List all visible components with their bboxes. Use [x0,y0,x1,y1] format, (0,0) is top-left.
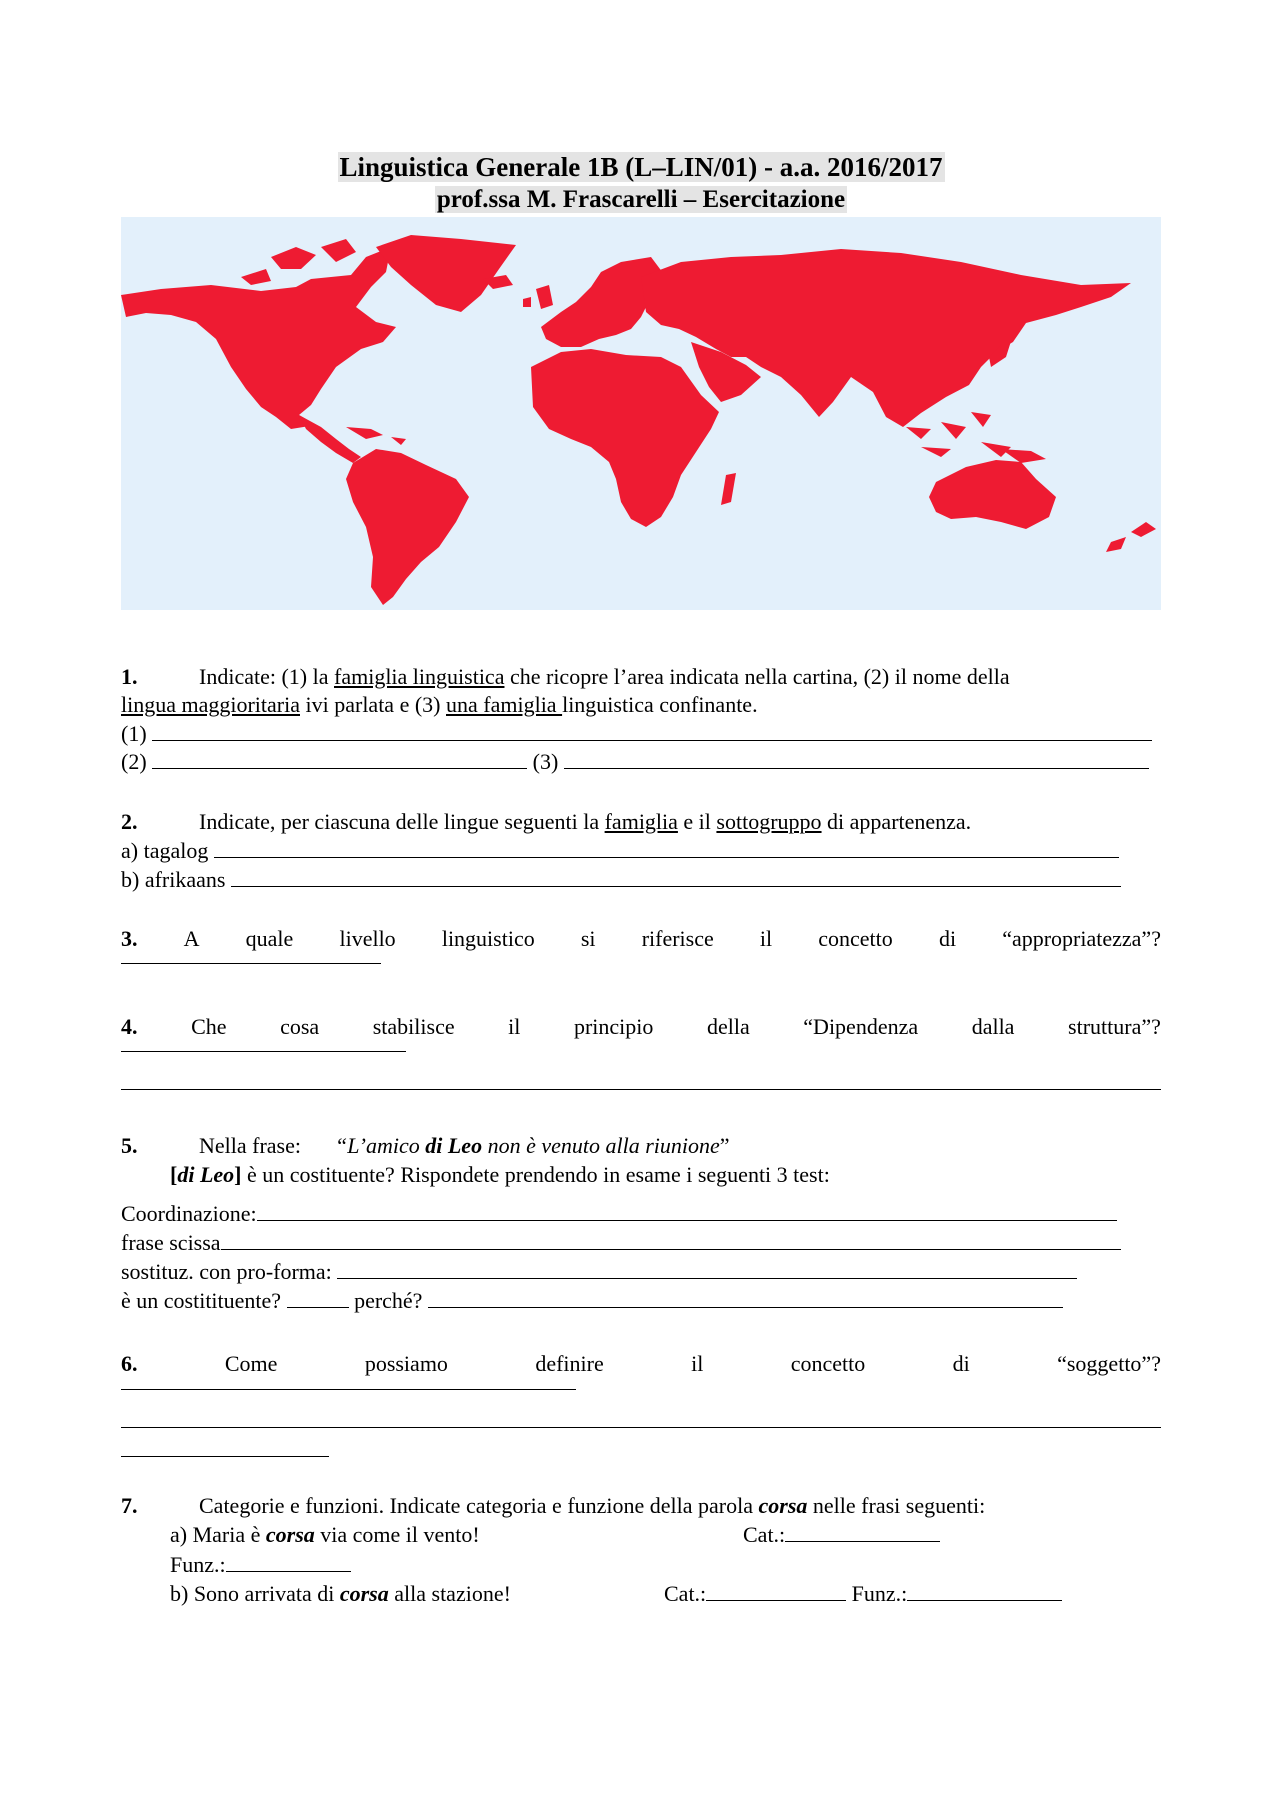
q2-blank-a[interactable] [214,839,1119,858]
q6-blank-1[interactable] [121,1389,576,1390]
q5-pro-forma: sostituz. con pro-forma: [121,1258,1161,1286]
q7-blank-cat-b[interactable] [706,1582,846,1601]
q1-answer-1: (1) [121,720,1161,748]
map-central-america [299,415,361,463]
q7-blank-cat-a[interactable] [785,1523,940,1542]
title-line-1: Linguistica Generale 1B (L–LIN/01) - a.a. 2016/2017 [339,152,943,182]
q3-line-1: 3. A quale livello linguistico si riferisce il concetto di “appropriatezza”? [121,926,1161,951]
q6-line-1: 6. Come possiamo definire il concetto di “soggetto”? [121,1351,1161,1376]
q2-answer-a: a) tagalog [121,837,1161,865]
q4-blank-1[interactable] [121,1051,406,1052]
map-new-zealand [1106,522,1156,552]
q1-blank-3[interactable] [564,750,1149,769]
q1-line-2: lingua maggioritaria ivi parlata e (3) una famiglia linguistica confinante. [121,692,758,717]
q5-blank-perche[interactable] [428,1289,1063,1308]
q1-blank-1[interactable] [152,722,1152,741]
q5-line-2: [di Leo] è un costituente? Rispondete prendendo in esame i seguenti 3 test: [170,1162,830,1187]
q5-blank-cost[interactable] [287,1289,349,1308]
map-africa [531,349,719,527]
q5-blank-coord[interactable] [257,1202,1117,1221]
map-greenland [376,235,516,312]
q7-line-a: a) Maria è corsa via come il vento! Cat.: [170,1521,1161,1549]
map-caribbean [346,427,406,445]
q4-blank-2[interactable] [121,1089,1161,1090]
q1-blank-2[interactable] [152,750,527,769]
map-madagascar [721,473,736,505]
q5-blank-proforma[interactable] [337,1260,1077,1279]
q5-line-1: 5. Nella frase: “L’amico di Leo non è venuto alla riunione” [121,1133,730,1158]
q2-answer-b: b) afrikaans [121,866,1161,894]
q5-blank-scissa[interactable] [221,1231,1121,1250]
title-line-2: prof.ssa M. Frascarelli – Esercitazione [436,186,846,213]
q2-line-1: 2. Indicate, per ciascuna delle lingue seguenti la famiglia e il sottogruppo di appartenenza. [121,809,972,834]
map-australia [929,460,1056,529]
q1-answer-2-3: (2) (3) [121,748,1161,776]
world-map-image [121,217,1161,610]
q6-blank-3[interactable] [121,1456,329,1457]
q7-blank-funz-b[interactable] [907,1582,1062,1601]
q7-line-b: b) Sono arrivata di corsa alla stazione! Cat.: Funz.: [170,1580,1161,1608]
q5-coordinazione: Coordinazione: [121,1200,1161,1228]
q6-blank-2[interactable] [121,1427,1161,1428]
q7-blank-funz-a[interactable] [226,1553,351,1572]
world-map [121,217,1161,610]
q1-line-1: 1. Indicate: (1) la famiglia linguistica che ricopre l’area indicata nella cartina, (2) il nome della [121,664,1010,689]
q4-line-1: 4. Che cosa stabilisce il principio della “Dipendenza dalla struttura”? [121,1014,1161,1039]
map-asia [641,249,1131,427]
q3-blank[interactable] [121,963,381,964]
q5-frase-scissa: frase scissa [121,1229,1161,1257]
map-british-isles [523,285,553,309]
q7-line-1: 7. Categorie e funzioni. Indicate categoria e funzione della parola corsa nelle frasi seguenti: [121,1493,986,1518]
q5-costituente: è un costitituente? perché? [121,1287,1161,1315]
map-se-asia-islands [906,412,1011,457]
q2-blank-b[interactable] [231,868,1121,887]
q7-line-a-funz: Funz.: [170,1551,1161,1579]
document-page [121,0,1161,1811]
map-new-guinea [1001,449,1046,463]
map-south-america [346,449,469,605]
